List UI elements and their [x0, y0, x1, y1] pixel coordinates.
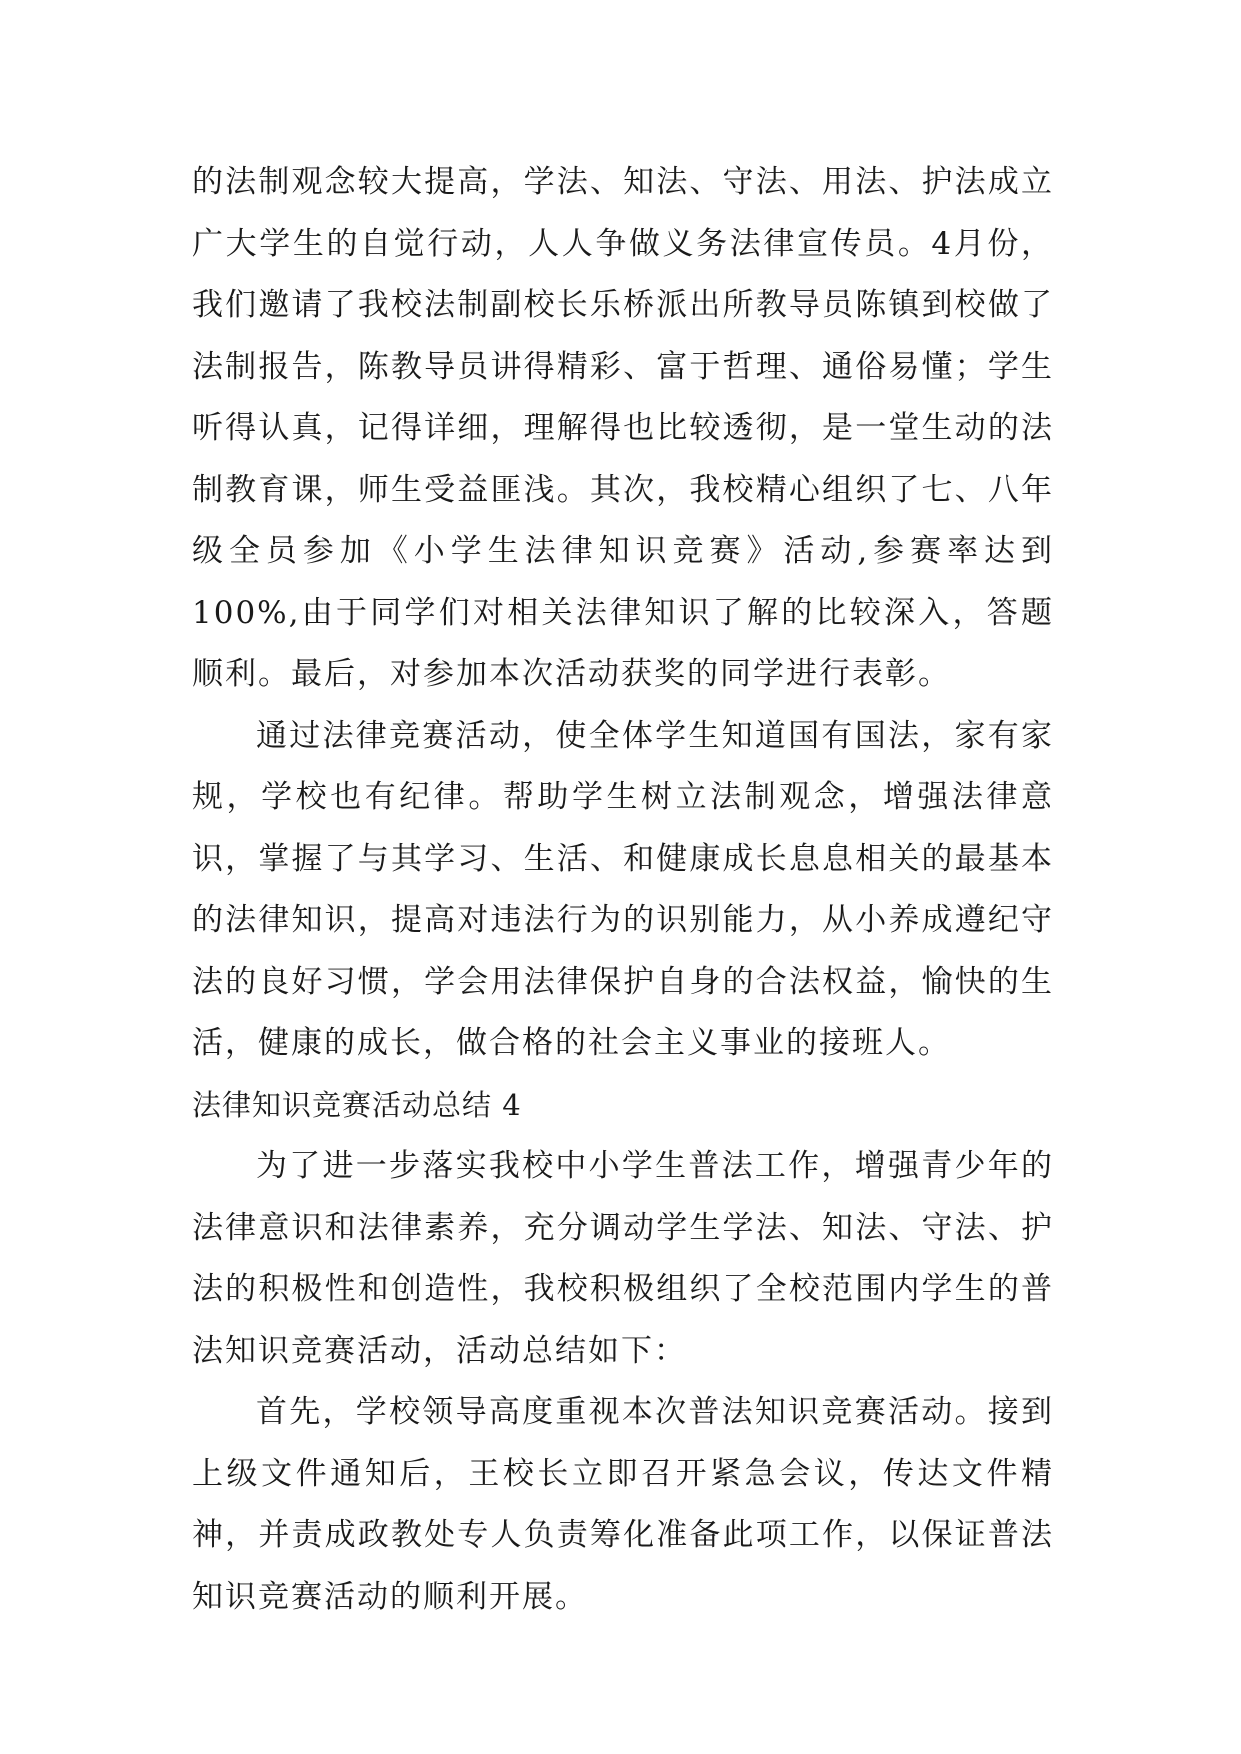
paragraph-3: 为了进一步落实我校中小学生普法工作，增强青少年的法律意识和法律素养，充分调动学生学法、知法、守法、护法的积极性和创造性，我校积极组织了全校范围内学生的普法知识竞赛活动，活动总结如下：: [192, 1148, 1054, 1369]
paragraph-4: 首先，学校领导高度重视本次普法知识竞赛活动。接到上级文件通知后，王校长立即召开紧急会议，传达文件精神，并责成政教处专人负责筹化准备此项工作，以保证普法知识竞赛活动的顺利开展。: [192, 1394, 1054, 1615]
paragraph-1: 的法制观念较大提高，学法、知法、守法、用法、护法成立广大学生的自觉行动，人人争做义务法律宣传员。4月份，我们邀请了我校法制副校长乐桥派出所教导员陈镇到校做了法制报告，陈教导员讲得精彩、富于哲理、通俗易懂；学生听得认真，记得详细，理解得也比较透彻，是一堂生动的法制教育课，师生受益匪浅。其次，我校精心组织了七、八年级全员参加《小学生法律知识竞赛》活动,参赛率达到100%,由于同学们对相关法律知识了解的比较深入，答题顺利。最后，对参加本次活动获奖的同学进行表彰。: [192, 164, 1054, 692]
document-body: [192, 152, 1054, 1628]
paragraph-2: 通过法律竞赛活动，使全体学生知道国有国法，家有家规，学校也有纪律。帮助学生树立法制观念，增强法律意识，掌握了与其学习、生活、和健康成长息息相关的最基本的法律知识，提高对违法行为的识别能力，从小养成遵纪守法的良好习惯，学会用法律保护自身的合法权益，愉快的生活，健康的成长，做合格的社会主义事业的接班人。: [192, 717, 1054, 1061]
section-heading: 法律知识竞赛活动总结 4: [192, 1087, 522, 1122]
